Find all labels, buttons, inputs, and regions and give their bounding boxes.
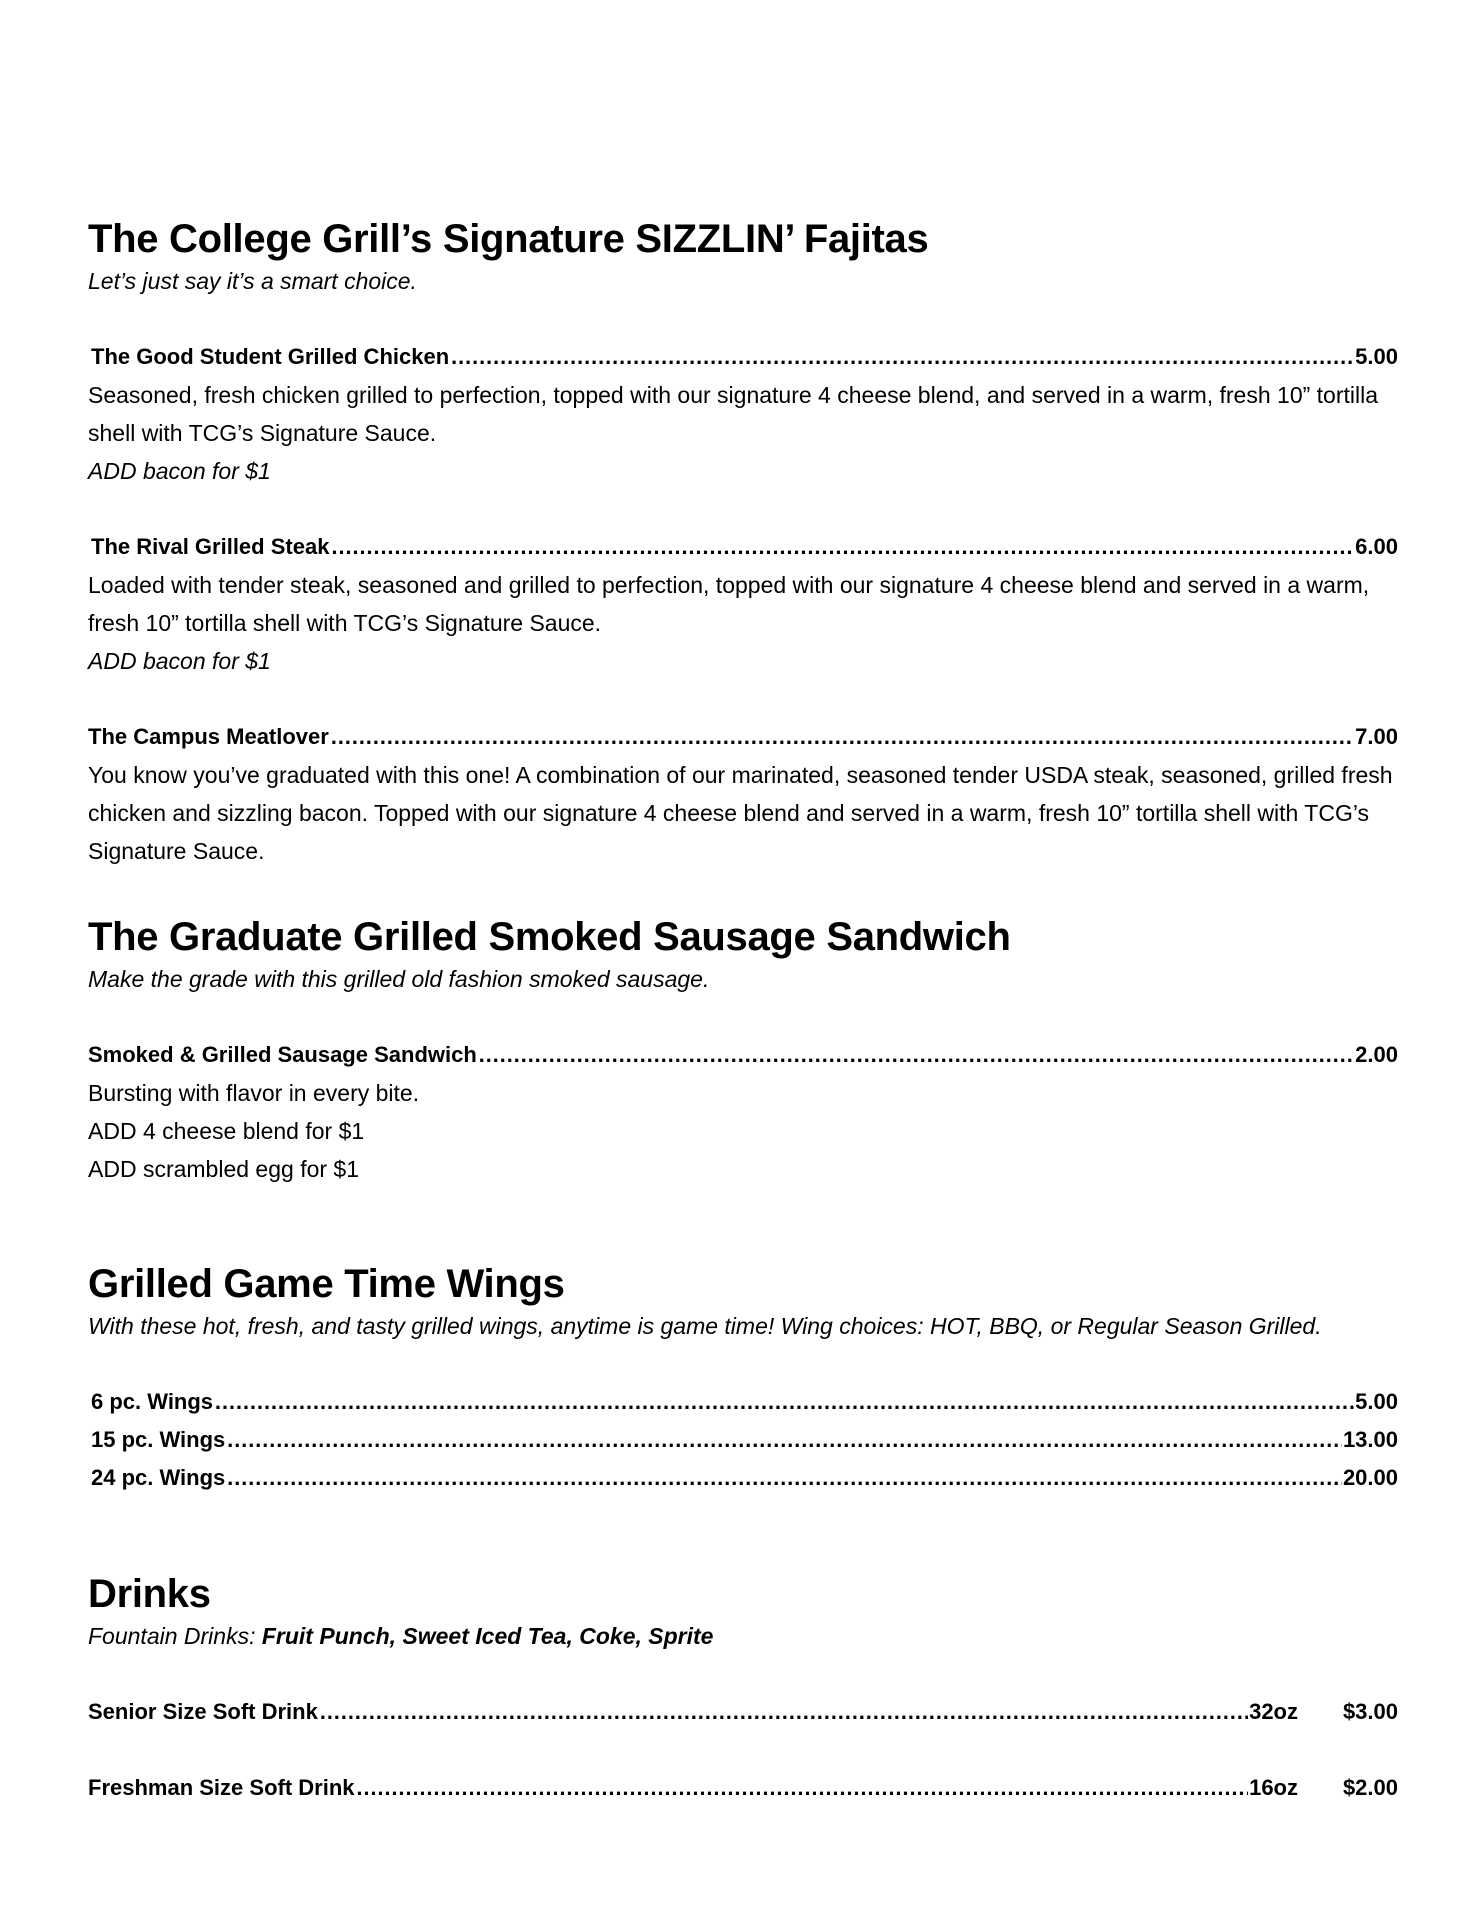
fountain-label: Fountain Drinks: (88, 1623, 262, 1649)
item-size: 32oz (1249, 1699, 1298, 1724)
menu-item-rival-steak (88, 528, 1398, 566)
item-name: The Good Student Grilled Chicken (91, 344, 450, 369)
fajitas-section (88, 216, 1398, 870)
drinks-section (88, 1571, 1398, 1807)
menu-item-freshman-drink (88, 1769, 1398, 1807)
item-price: 7.00 (1355, 724, 1398, 749)
dot-leader (478, 1036, 1354, 1074)
item-name: 24 pc. Wings (91, 1465, 226, 1490)
item-size: 16oz (1249, 1775, 1298, 1800)
sausage-section (88, 914, 1398, 1188)
dot-leader (330, 528, 1354, 566)
item-price: 5.00 (1355, 344, 1398, 369)
item-description: Loaded with tender steak, seasoned and grilled to perfection, topped with our signature 4 cheese blend and served in a warm, fresh 10” tortilla shell with TCG’s Signature Sauce. (88, 572, 1370, 636)
item-description: You know you’ve graduated with this one! A combination of our marinated, seasoned tender USDA steak, seasoned, grilled fresh chicken and sizzling bacon. Topped with our signature 4 cheese blend and served in a warm, fresh 10” tortilla shell with TCG’s Signature Sauce. (88, 762, 1393, 864)
item-name: The Campus Meatlover (88, 724, 329, 749)
dot-leader (330, 718, 1354, 756)
item-addon: ADD scrambled egg for $1 (88, 1156, 360, 1182)
menu-item-wings-6 (88, 1383, 1398, 1421)
item-name: 6 pc. Wings (91, 1389, 214, 1414)
item-price: 20.00 (1342, 1465, 1398, 1490)
section-title: The College Grill’s Signature SIZZLIN’ Fajitas (88, 217, 929, 261)
item-description: Seasoned, fresh chicken grilled to perfection, topped with our signature 4 cheese blend, and served in a warm, fresh 10” tortilla shell with TCG’s Signature Sauce. (88, 382, 1379, 446)
menu-item-senior-drink (88, 1693, 1398, 1731)
section-title: Grilled Game Time Wings (88, 1262, 565, 1306)
item-name: Smoked & Grilled Sausage Sandwich (88, 1042, 477, 1067)
item-name: The Rival Grilled Steak (91, 534, 330, 559)
item-price: $3.00 (1342, 1699, 1398, 1724)
item-price: 6.00 (1355, 534, 1398, 559)
menu-item-sausage-sandwich (88, 1036, 1398, 1074)
dot-leader (356, 1769, 1249, 1807)
dot-leader (319, 1693, 1248, 1731)
item-name: Freshman Size Soft Drink (88, 1775, 355, 1800)
section-tagline: Make the grade with this grilled old fashion smoked sausage. (88, 966, 710, 992)
menu-item-campus-meatlover (88, 718, 1398, 756)
item-price: 5.00 (1355, 1389, 1398, 1414)
item-name: 15 pc. Wings (91, 1427, 226, 1452)
section-tagline: With these hot, fresh, and tasty grilled wings, anytime is game time! Wing choices: HOT, BBQ, or Regular Season Grilled. (88, 1313, 1322, 1339)
item-price: 2.00 (1355, 1042, 1398, 1067)
wings-section (88, 1261, 1398, 1497)
item-price: $2.00 (1342, 1775, 1398, 1800)
dot-leader (450, 338, 1354, 376)
fountain-drinks (88, 1617, 1398, 1655)
item-addon: ADD bacon for $1 (88, 458, 271, 484)
section-title: The Graduate Grilled Smoked Sausage Sandwich (88, 915, 1011, 959)
dot-leader (226, 1459, 1342, 1497)
menu-item-wings-15 (88, 1421, 1398, 1459)
fountain-list: Fruit Punch, Sweet Iced Tea, Coke, Sprite (261, 1623, 714, 1649)
menu-item-good-student (88, 338, 1398, 376)
item-description: Bursting with flavor in every bite. (88, 1080, 420, 1106)
item-price: 13.00 (1342, 1427, 1398, 1452)
item-addon: ADD bacon for $1 (88, 648, 271, 674)
section-tagline: Let’s just say it’s a smart choice. (88, 268, 417, 294)
section-title: Drinks (88, 1572, 211, 1616)
dot-leader (226, 1421, 1342, 1459)
item-addon: ADD 4 cheese blend for $1 (88, 1118, 365, 1144)
dot-leader (214, 1383, 1354, 1421)
item-name: Senior Size Soft Drink (88, 1699, 318, 1724)
menu-item-wings-24 (88, 1459, 1398, 1497)
